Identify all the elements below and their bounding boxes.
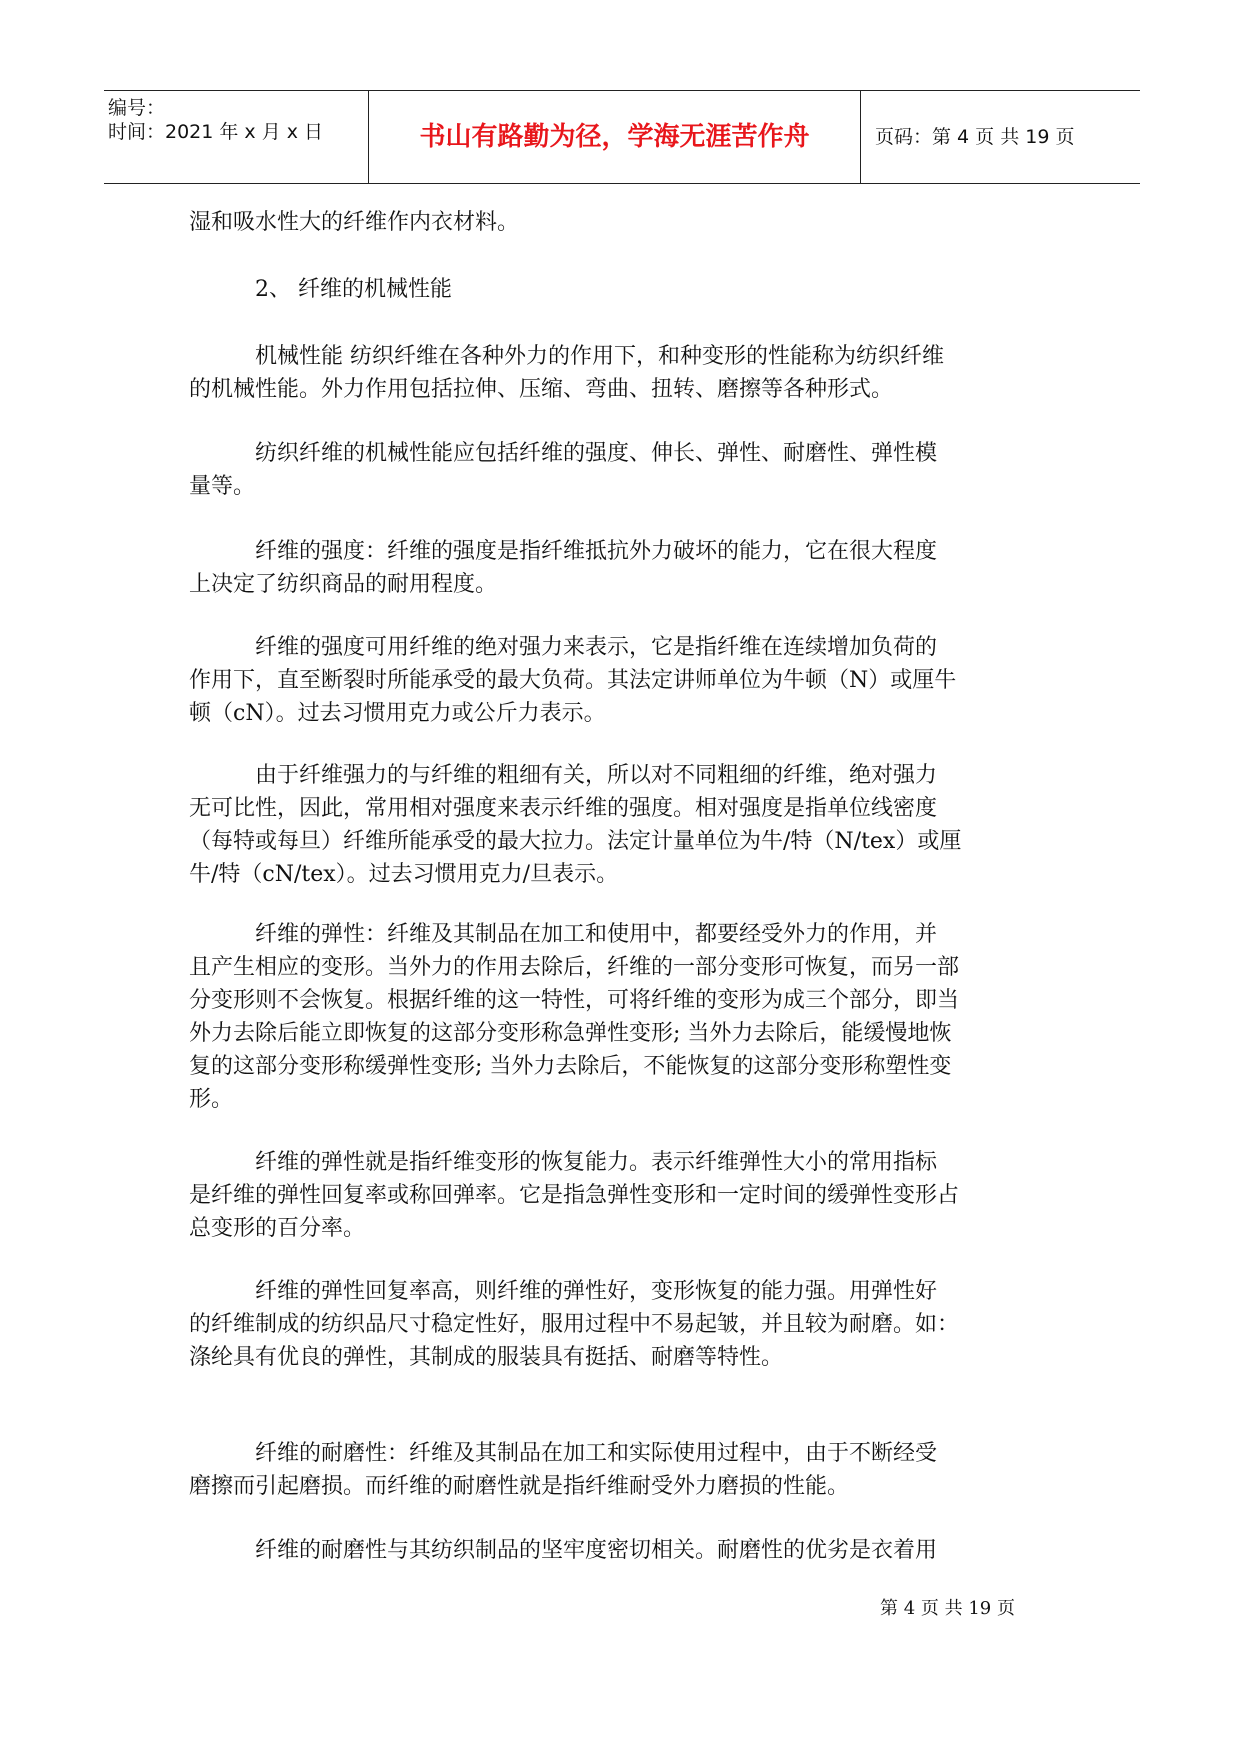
text-line: 分变形则不会恢复。根据纤维的这一特性，可将纤维的变形为成三个部分，即当 bbox=[189, 988, 960, 1013]
text-line: 作用下，直至断裂时所能承受的最大负荷。其法定讲师单位为牛顿（N）或厘牛 bbox=[189, 668, 957, 693]
text-line: 由于纤维强力的与纤维的粗细有关，所以对不同粗细的纤维，绝对强力 bbox=[189, 763, 938, 788]
text-line: 纤维的强度：纤维的强度是指纤维抵抗外力破坏的能力，它在很大程度 bbox=[189, 539, 938, 564]
text-line: 的机械性能。外力作用包括拉伸、压缩、弯曲、扭转、磨擦等各种形式。 bbox=[189, 377, 894, 402]
section-heading bbox=[189, 273, 1059, 306]
text-line: 涤纶具有优良的弹性，其制成的服装具有挺括、耐磨等特性。 bbox=[189, 1345, 784, 1370]
document-header bbox=[104, 90, 1140, 184]
text-line: 形。 bbox=[189, 1087, 234, 1112]
text-line: 纺织纤维的机械性能应包括纤维的强度、伸长、弹性、耐磨性、弹性模 bbox=[189, 441, 938, 466]
text-line: 上决定了纺织商品的耐用程度。 bbox=[189, 572, 498, 597]
paragraph-elastic-benefit bbox=[189, 1275, 1059, 1374]
paragraph-elasticity-def bbox=[189, 918, 1059, 1116]
text-line: 纤维的弹性就是指纤维变形的恢复能力。表示纤维弹性大小的常用指标 bbox=[189, 1150, 938, 1175]
paragraph-elastic-recovery bbox=[189, 1146, 1059, 1245]
text-line: 的纤维制成的纺织品尺寸稳定性好，服用过程中不易起皱，并且较为耐磨。如： bbox=[189, 1312, 960, 1337]
text-line: 2、 纤维的机械性能 bbox=[189, 277, 452, 302]
page-footer: 第 4 页 共 19 页 bbox=[880, 1598, 1015, 1619]
header-page-cell bbox=[861, 91, 1140, 183]
header-info-cell bbox=[104, 91, 369, 183]
text-line: 复的这部分变形称缓弹性变形; 当外力去除后，不能恢复的这部分变形称塑性变 bbox=[189, 1054, 952, 1079]
paragraph-mechanical-def bbox=[189, 340, 1059, 406]
text-line: 纤维的弹性：纤维及其制品在加工和使用中，都要经受外力的作用，并 bbox=[189, 922, 938, 947]
paragraph-absolute-strength bbox=[189, 631, 1059, 730]
paragraph-abrasion-relation bbox=[189, 1534, 1059, 1567]
text-line: 牛/特（cN/tex）。过去习惯用克力/旦表示。 bbox=[189, 862, 619, 887]
paragraph-relative-strength bbox=[189, 759, 1059, 891]
header-motto-cell bbox=[369, 91, 861, 183]
paragraph-abrasion-def bbox=[189, 1437, 1059, 1503]
text-line: 纤维的弹性回复率高，则纤维的弹性好，变形恢复的能力强。用弹性好 bbox=[189, 1279, 938, 1304]
text-line: 量等。 bbox=[189, 474, 256, 499]
text-line: 且产生相应的变形。当外力的作用去除后，纤维的一部分变形可恢复，而另一部 bbox=[189, 955, 960, 980]
motto-text: 书山有路勤为径，学海无涯苦作舟 bbox=[419, 122, 810, 152]
text-line: 纤维的耐磨性：纤维及其制品在加工和实际使用过程中，由于不断经受 bbox=[189, 1441, 938, 1466]
text-line: 外力去除后能立即恢复的这部分变形称急弹性变形; 当外力去除后，能缓慢地恢 bbox=[189, 1021, 952, 1046]
text-line: （每特或每旦）纤维所能承受的最大拉力。法定计量单位为牛/特（N/tex）或厘 bbox=[189, 829, 962, 854]
page-number-label: 页码：第 4 页 共 19 页 bbox=[875, 126, 1075, 148]
text-line: 纤维的强度可用纤维的绝对强力来表示，它是指纤维在连续增加负荷的 bbox=[189, 635, 938, 660]
time-label: 时间：2021 年 x 月 x 日 bbox=[108, 121, 324, 143]
text-line: 顿（cN）。过去习惯用克力或公斤力表示。 bbox=[189, 701, 606, 726]
paragraph-strength-def bbox=[189, 535, 1059, 601]
text-line: 湿和吸水性大的纤维作内衣材料。 bbox=[189, 210, 520, 235]
text-line: 无可比性，因此，常用相对强度来表示纤维的强度。相对强度是指单位线密度 bbox=[189, 796, 938, 821]
text-line: 总变形的百分率。 bbox=[189, 1216, 366, 1241]
serial-number-label: 编号： bbox=[108, 97, 166, 119]
paragraph-mechanical-scope bbox=[189, 437, 1059, 503]
text-line: 磨擦而引起磨损。而纤维的耐磨性就是指纤维耐受外力磨损的性能。 bbox=[189, 1474, 850, 1499]
paragraph-intro bbox=[189, 206, 1059, 239]
text-line: 机械性能 纺织纤维在各种外力的作用下，和种变形的性能称为纺织纤维 bbox=[189, 344, 944, 369]
text-line: 纤维的耐磨性与其纺织制品的坚牢度密切相关。耐磨性的优劣是衣着用 bbox=[189, 1538, 938, 1563]
text-line: 是纤维的弹性回复率或称回弹率。它是指急弹性变形和一定时间的缓弹性变形占 bbox=[189, 1183, 960, 1208]
